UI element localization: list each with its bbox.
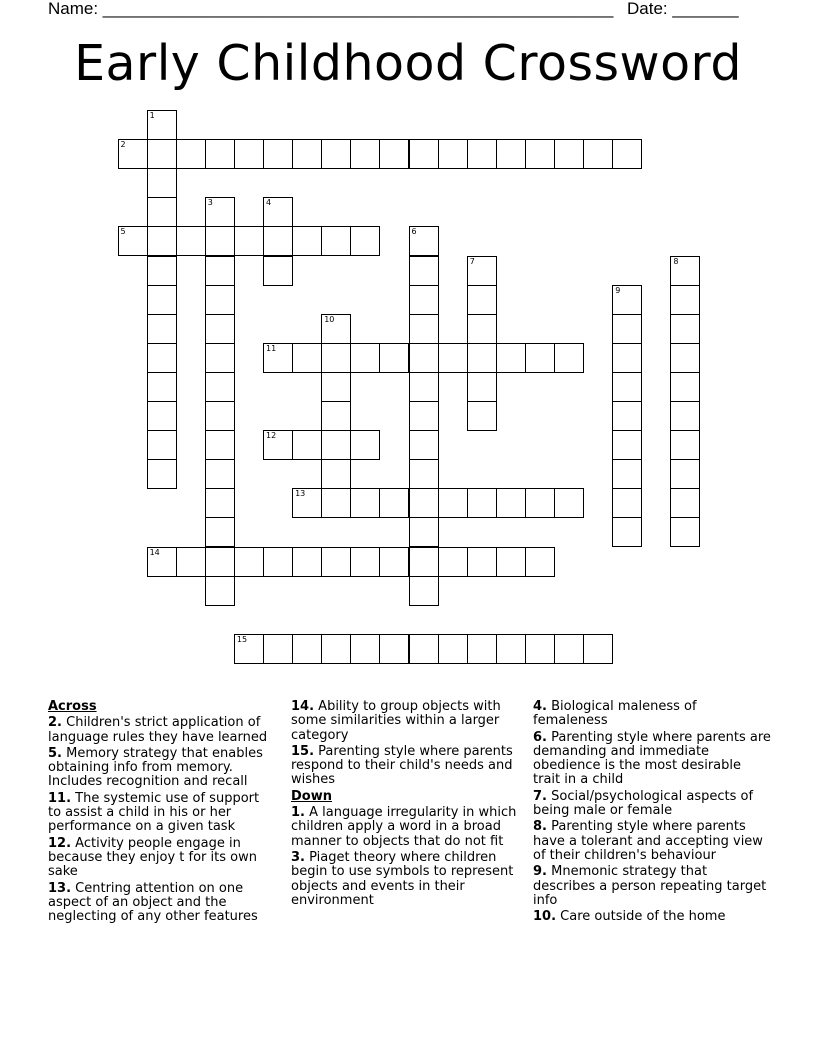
grid-cell[interactable] <box>292 547 322 577</box>
clue-item <box>533 865 771 908</box>
grid-cell[interactable] <box>612 488 642 518</box>
grid-cell[interactable] <box>292 634 322 664</box>
clue-item <box>291 851 517 908</box>
grid-cell[interactable] <box>438 139 468 169</box>
grid-cell[interactable] <box>496 634 526 664</box>
grid-cell[interactable] <box>205 517 235 547</box>
grid-cell[interactable] <box>205 576 235 606</box>
grid-cell[interactable] <box>525 634 555 664</box>
grid-cell[interactable] <box>612 459 642 489</box>
grid-cell[interactable] <box>234 139 264 169</box>
grid-cell[interactable] <box>409 430 439 460</box>
clue-number-label: 6 <box>411 227 417 237</box>
grid-cell[interactable] <box>147 110 177 140</box>
grid-cell[interactable] <box>670 372 700 402</box>
grid-cell[interactable] <box>321 488 351 518</box>
grid-cell[interactable] <box>118 226 148 256</box>
grid-cell[interactable] <box>263 343 293 373</box>
grid-cell[interactable] <box>205 372 235 402</box>
grid-cell[interactable] <box>409 343 439 373</box>
clue-column-1 <box>48 700 270 926</box>
grid-cell[interactable] <box>670 343 700 373</box>
grid-cell[interactable] <box>263 226 293 256</box>
grid-cell[interactable] <box>350 226 380 256</box>
grid-cell[interactable] <box>147 285 177 315</box>
clue-text: Parenting style where parents are demanding and immediate obedience is the most desirable trait in a child <box>533 729 771 788</box>
grid-cell[interactable] <box>670 401 700 431</box>
grid-cell[interactable] <box>205 139 235 169</box>
grid-cell[interactable] <box>147 372 177 402</box>
grid-cell[interactable] <box>205 197 235 227</box>
grid-cell[interactable] <box>147 343 177 373</box>
grid-cell[interactable] <box>263 197 293 227</box>
clue-item <box>48 716 270 745</box>
clue-number-label: 11 <box>266 343 277 353</box>
grid-cell[interactable] <box>670 517 700 547</box>
clue-number: 8. <box>533 819 547 835</box>
clue-text: The systemic use of support to assist a child in his or her performance on a given task <box>48 790 260 835</box>
grid-cell[interactable] <box>409 576 439 606</box>
clue-text: Children's strict application of language rules they have learned <box>48 715 268 745</box>
grid-cell[interactable] <box>147 197 177 227</box>
grid-cell[interactable] <box>176 139 206 169</box>
grid-cell[interactable] <box>147 139 177 169</box>
clue-number: 4. <box>533 699 547 714</box>
clue-item <box>291 700 517 743</box>
grid-cell[interactable] <box>176 547 206 577</box>
grid-cell[interactable] <box>467 314 497 344</box>
clue-column-3 <box>533 700 771 926</box>
grid-cell[interactable] <box>205 547 235 577</box>
clue-item <box>48 837 270 880</box>
grid-cell[interactable] <box>670 256 700 286</box>
grid-cell[interactable] <box>379 488 409 518</box>
grid-cell[interactable] <box>496 547 526 577</box>
grid-cell[interactable] <box>670 430 700 460</box>
date-field-label: Date: _______ <box>627 0 739 18</box>
grid-cell[interactable] <box>292 430 322 460</box>
grid-cell[interactable] <box>467 634 497 664</box>
grid-cell[interactable] <box>467 488 497 518</box>
grid-cell[interactable] <box>379 634 409 664</box>
grid-cell[interactable] <box>438 488 468 518</box>
clue-number: 11. <box>48 790 72 806</box>
grid-cell[interactable] <box>670 488 700 518</box>
page-title: Early Childhood Crossword <box>74 35 742 92</box>
clue-number: 12. <box>48 835 72 851</box>
grid-cell[interactable] <box>147 459 177 489</box>
grid-cell[interactable] <box>205 488 235 518</box>
across-heading: Across <box>48 699 97 714</box>
clue-number: 5. <box>48 745 62 761</box>
clue-number-label: 12 <box>266 431 277 441</box>
clue-text: Ability to group objects with some similarities within a larger category <box>291 699 501 743</box>
clue-number: 3. <box>291 849 305 865</box>
grid-cell[interactable] <box>321 314 351 344</box>
clue-text: Care outside of the home <box>560 909 726 925</box>
grid-cell[interactable] <box>409 256 439 286</box>
clue-number: 2. <box>48 715 62 731</box>
grid-cell[interactable] <box>409 226 439 256</box>
grid-cell[interactable] <box>612 343 642 373</box>
grid-cell[interactable] <box>612 314 642 344</box>
grid-cell[interactable] <box>438 547 468 577</box>
grid-cell[interactable] <box>525 343 555 373</box>
down-heading: Down <box>291 788 332 804</box>
grid-cell[interactable] <box>525 547 555 577</box>
grid-cell[interactable] <box>496 488 526 518</box>
grid-cell[interactable] <box>292 139 322 169</box>
grid-cell[interactable] <box>321 430 351 460</box>
grid-cell[interactable] <box>409 459 439 489</box>
clue-item <box>48 792 270 835</box>
grid-cell[interactable] <box>263 139 293 169</box>
grid-cell[interactable] <box>409 285 439 315</box>
clue-text: Mnemonic strategy that describes a person repeating target info <box>533 864 767 908</box>
grid-cell[interactable] <box>583 139 613 169</box>
grid-cell[interactable] <box>205 226 235 256</box>
grid-cell[interactable] <box>147 226 177 256</box>
grid-cell[interactable] <box>234 547 264 577</box>
clue-number-label: 4 <box>266 198 272 208</box>
grid-cell[interactable] <box>205 401 235 431</box>
grid-cell[interactable] <box>292 343 322 373</box>
grid-cell[interactable] <box>409 372 439 402</box>
grid-cell[interactable] <box>350 547 380 577</box>
grid-cell[interactable] <box>409 139 439 169</box>
grid-cell[interactable] <box>670 459 700 489</box>
clue-number: 7. <box>533 788 547 804</box>
clue-item <box>533 790 771 819</box>
grid-cell[interactable] <box>467 372 497 402</box>
name-field-label: Name: ______________________________________________________ <box>48 0 614 18</box>
grid-cell[interactable] <box>350 343 380 373</box>
clue-number: 14. <box>291 699 315 714</box>
grid-cell[interactable] <box>321 372 351 402</box>
clue-text: Parenting style where parents have a tolerant and accepting view of their children's behaviour <box>533 819 763 863</box>
grid-cell[interactable] <box>321 547 351 577</box>
clue-number-label: 10 <box>324 314 335 324</box>
grid-cell[interactable] <box>670 285 700 315</box>
grid-cell[interactable] <box>321 343 351 373</box>
grid-cell[interactable] <box>409 634 439 664</box>
clue-number: 6. <box>533 729 547 745</box>
clue-number-label: 14 <box>149 547 160 557</box>
clue-item <box>291 806 517 849</box>
grid-cell[interactable] <box>612 372 642 402</box>
grid-cell[interactable] <box>554 488 584 518</box>
clue-number-label: 9 <box>615 285 621 295</box>
clue-item <box>533 700 771 729</box>
grid-cell[interactable] <box>612 285 642 315</box>
clue-number: 15. <box>291 743 315 759</box>
clue-item <box>533 820 771 863</box>
grid-cell[interactable] <box>263 547 293 577</box>
grid-cell[interactable] <box>321 139 351 169</box>
grid-cell[interactable] <box>467 285 497 315</box>
grid-cell[interactable] <box>147 401 177 431</box>
clue-number-label: 13 <box>295 489 306 499</box>
grid-cell[interactable] <box>467 343 497 373</box>
grid-cell[interactable] <box>176 226 206 256</box>
grid-cell[interactable] <box>467 401 497 431</box>
grid-cell[interactable] <box>379 343 409 373</box>
grid-cell[interactable] <box>554 139 584 169</box>
grid-cell[interactable] <box>554 343 584 373</box>
grid-cell[interactable] <box>321 634 351 664</box>
grid-cell[interactable] <box>147 430 177 460</box>
grid-cell[interactable] <box>467 139 497 169</box>
grid-cell[interactable] <box>321 226 351 256</box>
clue-number: 13. <box>48 880 72 896</box>
grid-cell[interactable] <box>234 634 264 664</box>
grid-cell[interactable] <box>292 488 322 518</box>
grid-cell[interactable] <box>525 488 555 518</box>
grid-cell[interactable] <box>147 168 177 198</box>
grid-cell[interactable] <box>438 343 468 373</box>
worksheet-header <box>0 0 816 22</box>
grid-cell[interactable] <box>554 634 584 664</box>
grid-cell[interactable] <box>467 547 497 577</box>
grid-cell[interactable] <box>496 139 526 169</box>
grid-cell[interactable] <box>263 634 293 664</box>
grid-cell[interactable] <box>379 139 409 169</box>
clue-text: Parenting style where parents respond to their child's needs and wishes <box>291 743 513 788</box>
grid-cell[interactable] <box>612 517 642 547</box>
grid-cell[interactable] <box>205 343 235 373</box>
grid-cell[interactable] <box>321 401 351 431</box>
clue-number-label: 1 <box>149 111 155 120</box>
grid-cell[interactable] <box>612 401 642 431</box>
grid-cell[interactable] <box>350 139 380 169</box>
grid-cell[interactable] <box>350 634 380 664</box>
clue-number: 1. <box>291 805 305 821</box>
grid-cell[interactable] <box>409 401 439 431</box>
grid-cell[interactable] <box>379 547 409 577</box>
clue-item <box>291 745 517 788</box>
grid-cell[interactable] <box>350 488 380 518</box>
grid-cell[interactable] <box>205 430 235 460</box>
clue-number-label: 5 <box>120 227 126 237</box>
grid-cell[interactable] <box>234 226 264 256</box>
clue-text: Centring attention on one aspect of an object and the neglecting of any other features <box>48 880 258 925</box>
clue-number-label: 7 <box>469 256 475 266</box>
grid-cell[interactable] <box>292 226 322 256</box>
grid-cell[interactable] <box>409 517 439 547</box>
grid-cell[interactable] <box>670 314 700 344</box>
grid-cell[interactable] <box>350 430 380 460</box>
grid-cell[interactable] <box>205 314 235 344</box>
clue-text: Activity people engage in because they enjoy t for its own sake <box>48 835 257 880</box>
grid-cell[interactable] <box>525 139 555 169</box>
clue-item <box>533 731 771 788</box>
grid-cell[interactable] <box>583 634 613 664</box>
clue-column-2 <box>291 700 517 910</box>
clue-number-label: 3 <box>207 198 213 208</box>
grid-cell[interactable] <box>118 139 148 169</box>
clue-text: Piaget theory where children begin to use symbols to represent objects and events in their environment <box>291 849 514 908</box>
clue-number: 10. <box>533 909 557 925</box>
grid-cell[interactable] <box>205 285 235 315</box>
grid-cell[interactable] <box>612 139 642 169</box>
clue-number-label: 15 <box>236 634 248 644</box>
grid-cell[interactable] <box>496 343 526 373</box>
grid-cell[interactable] <box>409 314 439 344</box>
clue-number: 9. <box>533 864 547 880</box>
clue-text: Memory strategy that enables obtaining info from memory. Includes recognition and recall <box>48 745 263 790</box>
clue-item <box>533 910 771 924</box>
grid-cell[interactable] <box>263 256 293 286</box>
grid-cell[interactable] <box>409 488 439 518</box>
grid-cell[interactable] <box>321 459 351 489</box>
clue-text: Biological maleness of femaleness <box>533 699 697 729</box>
grid-cell[interactable] <box>438 634 468 664</box>
clue-number-label: 2 <box>120 140 126 150</box>
clue-text: Social/psychological aspects of being male or female <box>533 788 754 819</box>
grid-cell[interactable] <box>147 547 177 577</box>
grid-cell[interactable] <box>147 314 177 344</box>
grid-cell[interactable] <box>205 459 235 489</box>
grid-cell[interactable] <box>263 430 293 460</box>
clue-item <box>48 747 270 790</box>
grid-cell[interactable] <box>409 547 439 577</box>
grid-cell[interactable] <box>205 256 235 286</box>
clue-number-label: 8 <box>673 256 679 266</box>
grid-cell[interactable] <box>612 430 642 460</box>
grid-cell[interactable] <box>467 256 497 286</box>
grid-cell[interactable] <box>147 256 177 286</box>
clue-item <box>48 882 270 925</box>
clue-text: A language irregularity in which children apply a word in a broad manner to objects that do not fit <box>291 805 517 849</box>
